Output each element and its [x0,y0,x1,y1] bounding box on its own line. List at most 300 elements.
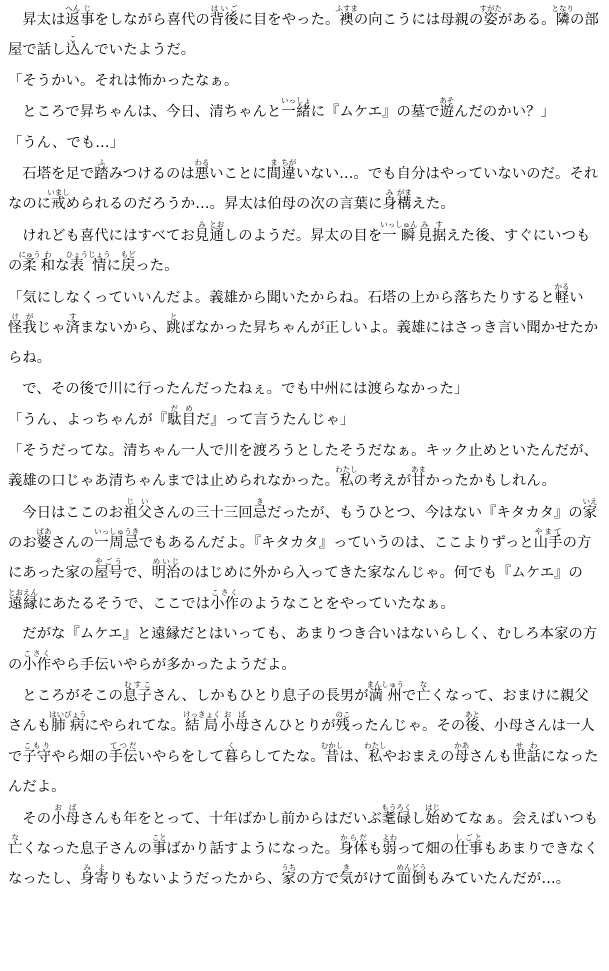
paragraph [8,497,601,620]
ruby-word [252,496,268,521]
ruby-base: 耄碌 [381,810,412,827]
ruby-word [454,832,484,857]
ruby-base: 構 [396,196,412,213]
ruby-base: 始 [425,810,441,827]
text-run: って畑の [396,840,455,857]
ruby-word [182,710,221,735]
text-run: やおまえの [382,748,455,765]
text-run: んだのかい？」 [454,104,555,121]
furigana: みよ [79,863,109,873]
ruby-word [94,526,140,551]
paragraph [8,404,601,435]
furigana: のこ [335,710,351,720]
ruby-word [339,863,354,888]
ruby-base: 軽 [554,289,570,306]
ruby-word [554,281,570,306]
ruby-base: 遠縁 [8,595,38,612]
text-run: さんも [468,748,513,765]
ruby-word [454,740,470,765]
furigana: がま [396,188,412,198]
ruby-base: 一周忌 [94,534,140,551]
ruby-base: 見 [194,227,210,244]
ruby-base: 後 [464,718,480,735]
furigana: な [416,679,431,689]
text-run: 、小母さんは一人で [8,718,595,765]
ruby-base: 間 [266,166,282,183]
ruby-word [120,250,136,275]
ruby-word [432,219,447,244]
text-run: くなって、おまけに親父さんも [8,687,589,735]
ruby-word [65,250,111,275]
ruby-base: 家 [582,504,598,521]
text-run: ったんじゃ。その [350,718,466,735]
text-run: でもあるんだよ。『キタカタ』っていうのは、ここよりずっと [138,534,534,551]
furigana: わたし [335,465,358,475]
text-run: し [411,810,426,827]
ruby-base: 踏 [94,166,109,183]
text-run: も [367,840,383,857]
text-run: に目をやった。 [238,12,340,28]
ruby-base: 弱 [382,840,398,857]
ruby-base: 表情 [65,258,111,275]
text-run: いやらをして [137,748,224,765]
ruby-base: 満州 [366,687,405,704]
ruby-word [151,557,181,582]
ruby-word [47,188,70,213]
ruby-base: 返 [65,12,81,28]
paragraph [8,158,601,220]
furigana: おば [220,710,250,720]
ruby-word [123,679,152,704]
ruby-base: 残 [335,718,351,735]
ruby-base: 昔 [320,748,344,765]
ruby-word [209,4,239,28]
ruby-word [22,740,52,765]
text-run: がけて [353,871,397,888]
ruby-base: 怪我 [8,320,37,337]
furigana: よわ [382,832,398,842]
text-run: で [401,687,417,704]
ruby-word [210,587,239,612]
ruby-base: 柔 [18,258,41,275]
furigana: こ [65,34,80,44]
ruby-base: 子守 [22,748,52,765]
text-run: いことに [209,166,267,183]
ruby-word [8,312,37,337]
ruby-base: 甘 [410,473,426,490]
ruby-base: 暮 [223,748,239,765]
ruby-base: 事 [80,12,95,28]
ruby-word [281,96,311,121]
text-run: ばかり話すようになった。 [166,840,340,857]
ruby-base: 私 [364,748,387,765]
furigana: わたし [364,740,387,750]
furigana: からだ [339,832,368,842]
ruby-word [266,158,282,183]
furigana: めんどう [396,863,427,873]
text-run: しのようだ。昇太の目を [223,227,383,244]
furigana: こさく [210,587,239,597]
ruby-word [123,496,152,521]
furigana: けっきょく [182,710,221,720]
furigana: かる [554,281,570,291]
paragraph [8,680,601,803]
text-run: その [22,810,52,827]
paragraph [8,4,601,66]
ruby-base: 亡 [8,840,23,857]
ruby-base: 通 [209,227,225,244]
text-run: は、 [339,748,369,765]
ruby-word [335,4,358,28]
text-run: 「気にしなくっていいんだよ。義雄から聞いたからね。石塔の上から落ちたりすると [8,289,555,306]
furigana: あそ [439,96,455,106]
text-run: 今日はここのお [22,504,124,521]
ruby-word [167,404,197,429]
text-run: ところがそこの [22,687,124,704]
text-run: にやられてな。 [84,718,186,735]
ruby-word [36,526,52,551]
text-run: で、その後で川に行ったんだったねぇ。でも中州には渡らなかった」 [22,380,469,397]
furigana: いまし [47,188,70,198]
ruby-base: 隣 [551,12,575,28]
furigana: こもり [22,740,52,750]
furigana: いっしゅうき [94,526,140,536]
ruby-word [335,710,351,735]
ruby-base: 肺病 [49,718,87,735]
ruby-word [396,188,412,213]
furigana: むかし [320,740,344,750]
ruby-word [166,312,181,337]
furigana: く [223,740,239,750]
text-run: だがな『ムケエ』と遠縁だとはいっても、あまりつき合いはないらしく、むしろ本家の方の [8,626,598,673]
furigana: とお [209,219,225,229]
furigana: てつだ [108,740,138,750]
text-run: った。 [135,258,179,275]
furigana: やごう [94,557,124,567]
furigana: やまて [533,526,563,536]
ruby-base: 据 [432,227,447,244]
ruby-base: 面倒 [396,871,427,888]
furigana: はいご [209,4,239,13]
furigana: き [339,863,354,873]
text-run: に『ムケエ』の墓で [310,104,440,121]
text-run: のはじめに外から入ってきた家なんじゃ。何でも『ムケエ』の [180,565,583,582]
ruby-word [94,158,109,183]
furigana: はじ [425,802,441,812]
ruby-word [425,802,441,827]
furigana: ふ [94,158,109,168]
ruby-word [410,465,426,490]
text-run: になったんだよ。 [8,748,599,796]
furigana: いっしゅん [380,219,418,229]
ruby-word [366,679,405,704]
ruby-word [8,832,23,857]
furigana: いえ [582,496,598,506]
furigana: めいじ [151,557,181,567]
text-run: がある。 [497,12,556,28]
text-run: の方で [295,871,340,888]
ruby-base: 仕事 [454,840,484,857]
furigana: すがた [479,4,502,13]
furigana: み [194,219,210,229]
text-run: らしてたな。 [238,748,325,765]
text-run: の考えが [353,473,412,490]
ruby-base: 見 [417,227,432,244]
text-run: だ』って言うたんじゃ」 [196,412,355,429]
ruby-base: 跳 [166,320,181,337]
ruby-word [551,4,575,28]
ruby-word [464,710,480,735]
ruby-word [416,679,431,704]
furigana: あま [410,465,426,475]
ruby-base: 背後 [209,12,239,28]
furigana: だめ [167,404,197,414]
ruby-word [65,34,80,59]
text-run: な [55,258,70,275]
furigana: み [382,188,397,198]
ruby-word [223,740,239,765]
text-run: の向こうには母親の [353,12,484,28]
ruby-base: 戻 [120,258,136,275]
text-run: みつけるのは [108,166,195,183]
text-run: さんも年をとって、十年ばかし前からはだいぶ [79,810,382,827]
ruby-base: 忌 [252,504,268,521]
ruby-base: 一緒 [281,104,311,121]
text-run: ところで昇ちゃんは、今日、清ちゃんと [22,104,282,121]
ruby-base: 身 [382,196,397,213]
ruby-word [194,158,210,183]
furigana: うち [281,863,297,873]
ruby-word [439,96,455,121]
text-run: のお [8,534,37,551]
ruby-word [65,312,80,337]
paragraph [8,374,601,404]
ruby-base: 駄目 [167,412,197,429]
paragraph [8,96,601,127]
text-run: けれども喜代にはすべてお [22,227,195,244]
ruby-base: 屋号 [94,565,124,582]
furigana: じ [80,4,95,13]
paragraph [8,436,601,497]
furigana: しごと [454,832,484,842]
furigana: もど [120,250,136,260]
furigana: と [166,312,181,322]
text-run: やら手伝いやらが多かったようだよ。 [51,656,296,673]
ruby-base: 一瞬 [380,227,418,244]
ruby-word [479,4,502,28]
furigana: ちが [281,158,297,168]
ruby-base: 手伝 [108,748,138,765]
text-run: い [569,289,584,306]
ruby-word [364,740,387,765]
ruby-base: 襖 [335,12,358,28]
text-run: のようなことをやっていたなぁ。 [238,595,455,612]
text-run: めてなぁ。会えばいつも [439,810,599,827]
ruby-base: 込 [65,42,80,59]
text-run: の方にあった家の [8,534,592,582]
ruby-base: 身寄 [79,871,109,888]
ruby-base: 結局 [182,718,221,735]
text-run: さんの三十三回 [151,504,253,521]
ruby-base: 息子 [123,687,152,704]
furigana: ばあ [36,526,52,536]
ruby-word [281,863,297,888]
ruby-word [18,250,41,275]
text-run: 「そうかい。それは怖かったなぁ。 [8,72,239,89]
furigana: もうろく [381,802,412,812]
ruby-word [108,740,138,765]
ruby-base: 私 [335,473,358,490]
text-run: やら畑の [51,748,109,765]
furigana: へん [65,4,81,13]
ruby-word [194,219,210,244]
text-run: ばなかった昇ちゃんが正しいよ。義雄にはさっき言い聞かせたからね。 [8,320,599,367]
ruby-base: 母 [454,748,470,765]
ruby-word [339,832,368,857]
furigana: ひょうじょう [65,250,111,260]
paragraph [8,803,601,895]
ruby-base: 小母 [51,810,80,827]
ruby-base: 亡 [416,687,431,704]
text-run: 「そうだってな。清ちゃん一人で川を渡ろうとしたそうだなぁ。キック止めといたんだが、義雄の口じゃあ清ちゃんまでは止められなかった。 [8,442,598,490]
text-run: もみていたんだが…。 [426,871,571,888]
text-run: まないから、 [80,320,167,337]
ruby-word [80,4,95,28]
furigana: な [8,832,23,842]
ruby-base: 悪 [194,166,210,183]
furigana: こと [151,832,167,842]
paragraph [8,282,601,374]
furigana: す [432,219,447,229]
ruby-word [40,250,56,275]
ruby-base: 和 [40,258,56,275]
ruby-base: 気 [339,871,354,888]
text-run: んでいたようだ。 [80,42,196,59]
furigana: せわ [512,740,541,750]
text-run: だったが、もうひとつ、今はない『キタカタ』の [267,504,583,521]
ruby-word [381,802,412,827]
ruby-base: 戒 [47,196,70,213]
paragraph [8,220,601,282]
ruby-word [382,188,397,213]
furigana: す [65,312,80,322]
ruby-base: 遊 [439,104,455,121]
furigana: とおえん [8,587,38,597]
ruby-base: 世話 [512,748,541,765]
ruby-base: 婆 [36,534,52,551]
ruby-base: 小作 [210,595,239,612]
text-run: で、 [123,565,152,582]
ruby-base: 家 [281,871,297,888]
furigana: き [252,496,268,506]
text-run: さん、しかもひとり息子の長男が [151,687,369,704]
furigana: むすこ [123,679,152,689]
furigana: ふすま [335,4,358,13]
text-run: かったかもしれん。 [425,473,557,490]
text-run: くなった息子さんの [22,840,152,857]
text-run: に [106,258,121,275]
ruby-base: 済 [65,320,80,337]
text-run: 「うん、よっちゃんが『 [8,412,168,429]
ruby-base: 姿 [479,12,502,28]
furigana: み [417,219,432,229]
ruby-word [51,802,80,827]
ruby-word [151,832,167,857]
text-run: 昇太は [22,12,66,28]
ruby-word [65,4,81,28]
furigana: かあ [454,740,470,750]
ruby-base: 事 [151,840,167,857]
furigana: ま [266,158,282,168]
ruby-word [320,740,344,765]
ruby-word [94,557,124,582]
ruby-word [417,219,432,244]
ruby-word [220,710,250,735]
text-run: さんの [51,534,95,551]
ruby-base: 小作 [22,656,52,673]
furigana: いっしょ [281,96,311,106]
furigana: となり [551,4,575,13]
text-run: いない…。でも自分はやっていないのだ。それなのに [8,166,599,213]
ruby-base: 山手 [533,534,563,551]
furigana: わ [40,250,56,260]
ruby-word [382,832,398,857]
furigana: おば [51,802,80,812]
ruby-word [380,219,418,244]
ruby-word [49,710,87,735]
text-run: もあまりできなくなったし、 [8,840,599,888]
furigana: あと [464,710,480,720]
paragraph [8,619,601,680]
ruby-base: 身体 [339,840,368,857]
ruby-base: 明治 [151,565,181,582]
text-run: さんひとりが [249,718,336,735]
text-run: められるのだろうか…。昇太は伯母の次の言葉に [65,196,383,213]
ruby-base: 違 [281,166,297,183]
ruby-word [281,158,297,183]
ruby-word [22,648,52,673]
furigana: じい [123,496,152,506]
ruby-word [533,526,563,551]
ruby-word [335,465,358,490]
ruby-word [582,496,598,521]
ruby-base: 祖父 [123,504,152,521]
text-run: えた。 [411,196,455,213]
furigana: わる [194,158,210,168]
text-run: の部屋で話し [8,12,599,59]
ruby-word [8,587,38,612]
text-run: にあたるそうで、ここでは [37,595,211,612]
furigana: はいびょう [49,710,87,720]
ruby-word [209,219,225,244]
ruby-word [396,863,427,888]
paragraph [8,128,601,158]
text-run: りもないようだったから、 [108,871,282,888]
text-run: 「うん、でも…」 [8,134,125,151]
text-run: じゃ [36,320,66,337]
ruby-word [79,863,109,888]
ruby-word [512,740,541,765]
text-run: をしながら喜代の [94,12,210,28]
furigana: けが [8,312,37,322]
furigana: こさく [22,648,52,658]
furigana: にゅう [18,250,41,260]
text-run: えた後、すぐにいつもの [8,227,591,275]
text-run: 石塔を足で [22,166,95,183]
furigana: まんしゅう [366,679,405,689]
paragraph [8,66,601,96]
ruby-base: 小母 [220,718,250,735]
